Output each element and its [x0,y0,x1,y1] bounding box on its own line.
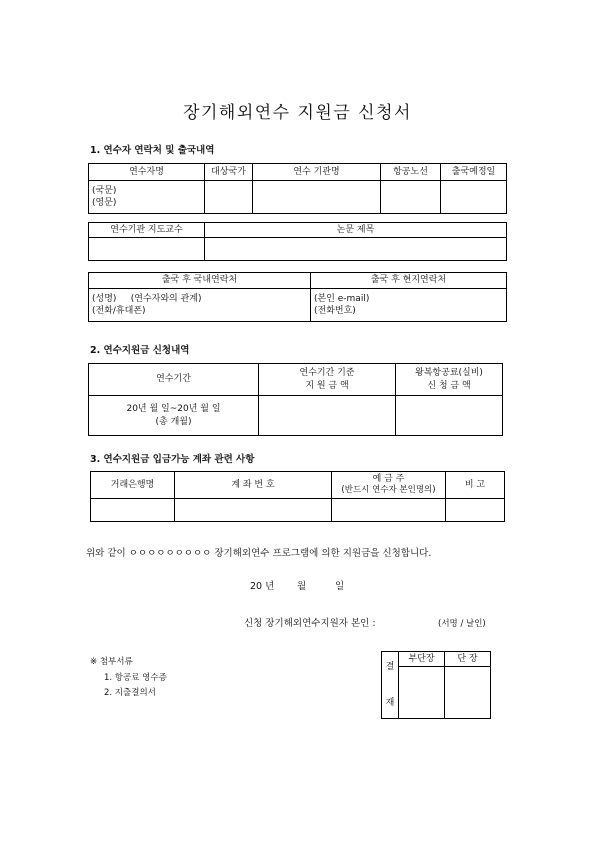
account-number-cell[interactable] [175,498,332,521]
departure-date-cell[interactable] [441,181,507,214]
header-institution: 연수 기관명 [253,164,381,181]
section3-heading: 3. 연수지원금 입금가능 계좌 관련 사항 [90,454,255,465]
application-statement: 위와 같이 ㅇㅇㅇㅇㅇㅇㅇㅇㅇ 장기해외연수 프로그램에 의한 지원금을 신청합니다. [86,548,432,559]
section1-heading: 1. 연수자 연락처 및 출국내역 [90,145,215,156]
document-title: 장기해외연수 지원금 신청서 [183,103,412,123]
phone-label: (전화번호) [314,306,356,316]
training-period-cell[interactable] [89,396,259,436]
header-director: 단 장 [445,652,491,667]
country-cell[interactable] [205,181,253,214]
attachment-item: 2. 지출결의서 [104,688,156,698]
account-holder-cell[interactable] [332,498,446,521]
relation-label: (연수자와의 관계) [130,293,202,304]
applicant-label: 신청 장기해외연수지원자 본인 : [244,618,376,629]
attachments-heading: ※ 첨부서류 [90,657,133,667]
header-thesis-title: 논문 제목 [205,223,507,238]
date-day: 일 [335,581,345,592]
header-support-amount [259,364,396,396]
section2-heading: 2. 연수지원금 신청내역 [90,345,190,356]
header-bank-name: 거래은행명 [91,472,175,499]
remarks-cell[interactable] [446,498,505,521]
header-trainee-name: 연수자명 [89,164,205,181]
local-contact-cell[interactable] [311,289,507,322]
bank-name-cell[interactable] [91,498,175,521]
name-label: (성명) [92,293,117,304]
header-training-period: 연수기간 [89,364,259,396]
header-deputy-director: 부단장 [399,652,445,667]
date-month: 월 [297,581,307,592]
period-range-text: 20년 월 일~20년 월 일 [126,404,221,415]
header-air-route: 항공노선 [381,164,441,181]
institution-cell[interactable] [253,181,381,214]
header-account-holder [332,472,446,499]
post-departure-contact-table [88,272,507,322]
date-year: 20 년 [250,581,275,592]
header-advisor: 연수기관 지도교수 [89,223,205,238]
thesis-title-cell[interactable] [205,238,507,261]
header-remarks: 비 고 [446,472,505,499]
airfare-line1: 왕복항공료(실비) [415,368,483,379]
domestic-contact-cell[interactable] [89,289,311,322]
header-domestic-contact: 출국 후 국내연락처 [89,273,311,289]
support-amount-cell[interactable] [259,396,396,436]
account-holder-note: (반드시 연수자 본인명의) [341,485,436,496]
deputy-director-signature-cell[interactable] [399,667,445,719]
header-account-number: 계 좌 번 호 [175,472,332,499]
airfare-line2: 신 청 금 액 [427,380,471,391]
header-local-contact: 출국 후 현지연락처 [311,273,507,289]
bank-account-table [90,471,505,522]
account-holder-label: 예 금 주 [372,474,405,484]
advisor-table [88,222,507,261]
support-amount-line2: 지 원 금 액 [305,380,349,391]
approval-label-1: 결 [385,661,395,672]
header-country: 대상국가 [205,164,253,181]
trainee-name-cell[interactable] [89,181,205,214]
advisor-cell[interactable] [89,238,205,261]
name-english-label: (영문) [92,198,117,208]
name-korean-label: (국문) [92,185,117,196]
email-label: (본인 e-mail) [314,293,370,304]
airfare-amount-cell[interactable] [396,396,503,436]
header-airfare-amount [396,364,503,396]
approval-label-cell [382,652,399,719]
support-amount-line1: 연수기간 기준 [299,368,355,379]
phone-mobile-label: (전화/휴대폰) [92,306,146,316]
approval-label-2: 재 [385,698,395,709]
header-departure-date: 출국예정일 [441,164,507,181]
funding-request-table [88,363,503,436]
period-months-text: (총 개월) [155,416,192,427]
contact-table [88,163,507,214]
director-signature-cell[interactable] [445,667,491,719]
attachment-item: 1. 항공료 영수증 [104,673,167,683]
signature-label: (서명 / 날인) [438,619,486,629]
approval-box [381,651,491,719]
air-route-cell[interactable] [381,181,441,214]
